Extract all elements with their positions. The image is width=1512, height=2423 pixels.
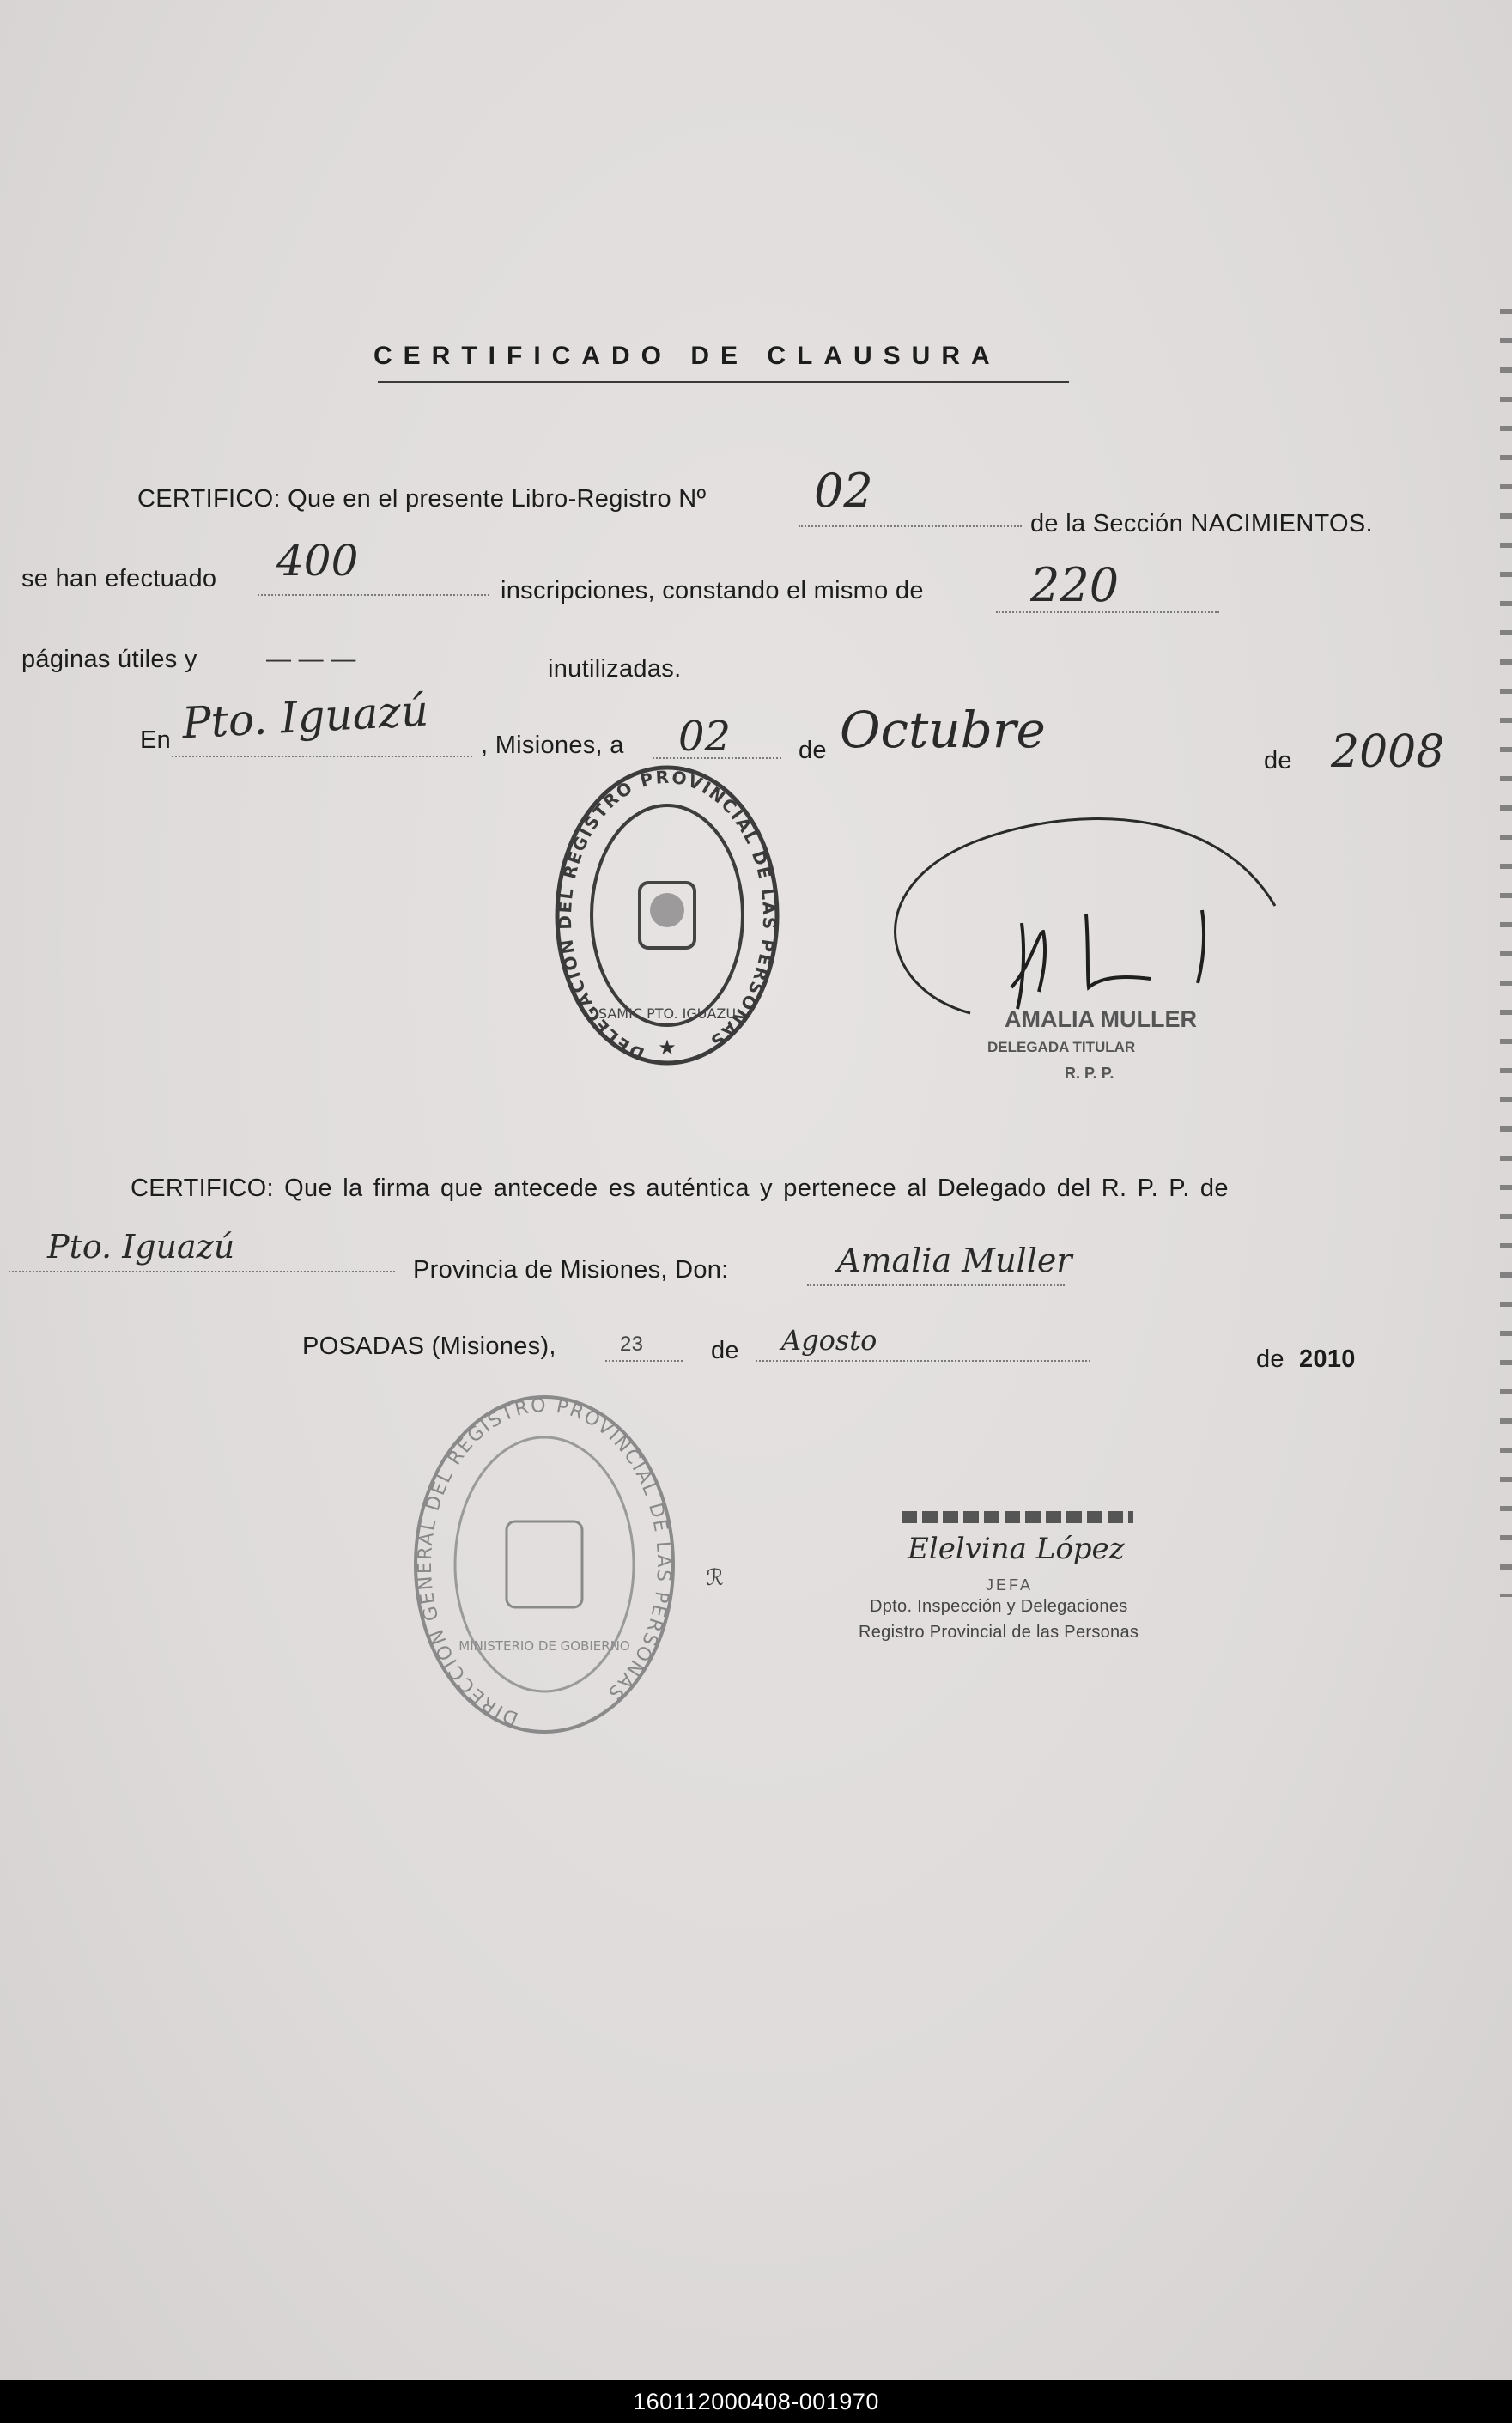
document-id-footer: 160112000408-001970 <box>0 2380 1512 2423</box>
libro-numero-line <box>799 525 1022 527</box>
provincia-text: Provincia de Misiones, Don: <box>413 1256 729 1284</box>
title-underline <box>378 381 1069 383</box>
certifico-firma: CERTIFICO: Que la firma que antecede es auténtica y pertenece al Delegado del R. P. P. de <box>131 1175 1229 1202</box>
mes-1: Octubre <box>840 701 1046 759</box>
dia-1: 02 <box>678 713 732 761</box>
de-3: de <box>711 1337 739 1364</box>
seal-delegacion <box>554 764 781 1066</box>
lugar-2: Pto. Iguazú <box>47 1228 235 1266</box>
se-han-efectuado: se han efectuado <box>21 565 217 592</box>
inscripciones-text: inscripciones, constando el mismo de <box>501 577 924 604</box>
anio-1: 2008 <box>1331 726 1445 778</box>
inutilizadas-count: — — — <box>266 646 356 673</box>
inscripciones-count: 400 <box>276 536 359 586</box>
seal1-outer-text: DELEGACION DEL REGISTRO PROVINCIAL DE LAS PERSONAS <box>554 766 780 1065</box>
de-2: de <box>1264 747 1292 774</box>
mes-2: Agosto <box>781 1324 877 1357</box>
seal1-star-icon: ★ <box>658 1035 677 1060</box>
lugar-2-line <box>9 1271 395 1272</box>
lugar-1-line <box>172 756 472 757</box>
seal2-initial-mark: ℛ <box>706 1564 725 1590</box>
signature-1-name: AMALIA MULLER <box>1005 1006 1197 1032</box>
de-la-seccion: de la Sección NACIMIENTOS. <box>1030 510 1373 537</box>
de-1: de <box>799 737 827 764</box>
signature-1-title: DELEGADA TITULAR <box>987 1039 1136 1055</box>
signature-2-name: Elelvina López <box>908 1532 1125 1566</box>
paginas-line <box>996 611 1219 613</box>
document-title: CERTIFICADO DE CLAUSURA <box>373 342 1001 370</box>
anio-2: 2010 <box>1299 1345 1356 1373</box>
de-4: de <box>1256 1345 1284 1373</box>
paginas-count: 220 <box>1030 558 1120 612</box>
dia-2: 23 <box>620 1333 644 1356</box>
dia-2-line <box>605 1360 683 1362</box>
signature-2-dept: Dpto. Inspección y Delegaciones <box>870 1597 1128 1616</box>
certifico-intro: CERTIFICO: Que en el presente Libro-Registro Nº <box>137 485 707 513</box>
posadas-label: POSADAS (Misiones), <box>302 1333 556 1360</box>
seal2-inner-text: MINISTERIO DE GOBIERNO <box>458 1638 630 1654</box>
libro-numero: 02 <box>814 464 873 518</box>
seal-direccion <box>410 1393 678 1738</box>
seal1-inner-text: SAMIC PTO. IGUAZU <box>598 1005 737 1022</box>
scan-edge-marks <box>1500 309 1512 1597</box>
signature-1-office: R. P. P. <box>1065 1065 1114 1082</box>
signature-2-role: JEFA <box>986 1576 1034 1594</box>
en-label: En <box>140 726 172 754</box>
signature-2-org: Registro Provincial de las Personas <box>859 1623 1139 1642</box>
dia-1-line <box>653 757 781 759</box>
seal2-outer-text: DIRECCION GENERAL DEL REGISTRO PROVINCIAL DE LAS PERSONAS <box>414 1394 675 1729</box>
inscripciones-line <box>258 594 489 596</box>
mes-2-line <box>756 1360 1090 1362</box>
signature-2-scribble <box>902 1511 1133 1523</box>
nombre-2: Amalia Muller <box>837 1242 1072 1279</box>
paginas-utiles: páginas útiles y <box>21 646 197 673</box>
misiones-a: , Misiones, a <box>481 732 624 759</box>
nombre-2-line <box>807 1284 1065 1286</box>
lugar-1: Pto. Iguazú <box>180 685 430 749</box>
inutilizadas-text: inutilizadas. <box>548 655 682 683</box>
